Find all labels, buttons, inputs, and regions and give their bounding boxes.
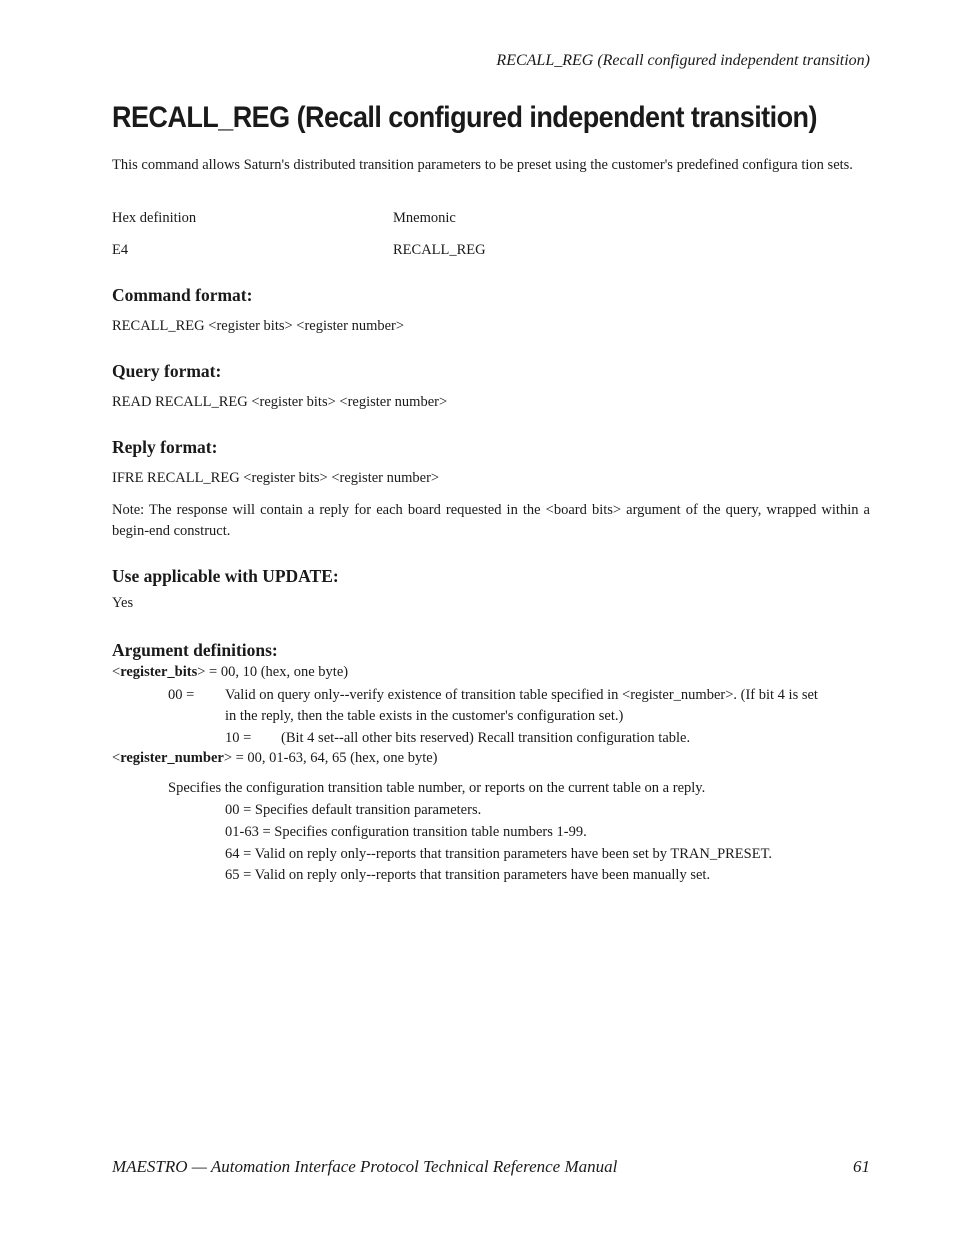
register-bits-name: register_bits (120, 664, 198, 680)
hex-definition-label: Hex definition (112, 210, 197, 226)
footer-page-number: 61 (853, 1157, 870, 1176)
register-number-range: > = 00, 01-63, 64, 65 (hex, one byte) (223, 750, 438, 766)
query-format-text: READ RECALL_REG <register bits> <register number> (112, 394, 448, 410)
page-title: RECALL_REG (Recall configured independent transition) (112, 101, 817, 134)
register-number-value: 65 = Valid on reply only--reports that transition parameters have been manually set. (225, 867, 711, 883)
register-number-open: < (112, 750, 121, 766)
document-page (112, 0, 870, 1235)
register-number-value: 01-63 = Specifies configuration transition table numbers 1-99. (225, 824, 587, 840)
command-format-text: RECALL_REG <register bits> <register number> (112, 318, 405, 334)
register-number-value: 00 = Specifies default transition parameters. (225, 802, 482, 818)
mnemonic-label: Mnemonic (393, 210, 456, 226)
register-bits-open: < (112, 664, 121, 680)
running-header: RECALL_REG (Recall configured independent transition) (496, 52, 870, 69)
entry-10-code: 10 = (225, 730, 252, 746)
register-number-name: register_number (120, 750, 224, 766)
entry-00-line1: Valid on query only--verify existence of transition table specified in <register_number>. (If bit 4 is set (225, 687, 818, 703)
entry-00-code: 00 = (168, 687, 195, 703)
register-bits-range: > = 00, 10 (hex, one byte) (197, 664, 349, 680)
reply-note: Note: The response will contain a reply for each board requested in the <board bits> argument of the query, wrapped within a begin-end construct. (112, 502, 870, 539)
command-format-heading: Command format: (112, 285, 253, 305)
hex-value: E4 (112, 242, 129, 258)
intro-paragraph: This command allows Saturn's distributed transition parameters to be preset using the customer's predefined configura tion sets. (112, 157, 853, 173)
register-number-definition (112, 748, 438, 769)
definition-value-row (112, 240, 870, 261)
query-format-heading: Query format: (112, 361, 222, 381)
footer-manual-title: MAESTRO — Automation Interface Protocol Technical Reference Manual (112, 1157, 618, 1176)
register-bits-definition (112, 662, 348, 683)
update-value: Yes (112, 595, 134, 611)
entry-10-text: (Bit 4 set--all other bits reserved) Recall transition configuration table. (281, 730, 691, 746)
definition-header-row (112, 208, 870, 229)
update-heading: Use applicable with UPDATE: (112, 566, 339, 586)
reply-format-heading: Reply format: (112, 437, 218, 457)
mnemonic-value: RECALL_REG (393, 242, 486, 258)
argument-definitions-heading: Argument definitions: (112, 640, 278, 660)
register-number-value: 64 = Valid on reply only--reports that transition parameters have been set by TRAN_PRESET. (225, 846, 772, 862)
register-number-description: Specifies the configuration transition table number, or reports on the current table on a reply. (168, 780, 706, 796)
reply-format-text: IFRE RECALL_REG <register bits> <register number> (112, 470, 440, 486)
entry-00-line2: in the reply, then the table exists in the customer's configuration set.) (225, 708, 624, 724)
